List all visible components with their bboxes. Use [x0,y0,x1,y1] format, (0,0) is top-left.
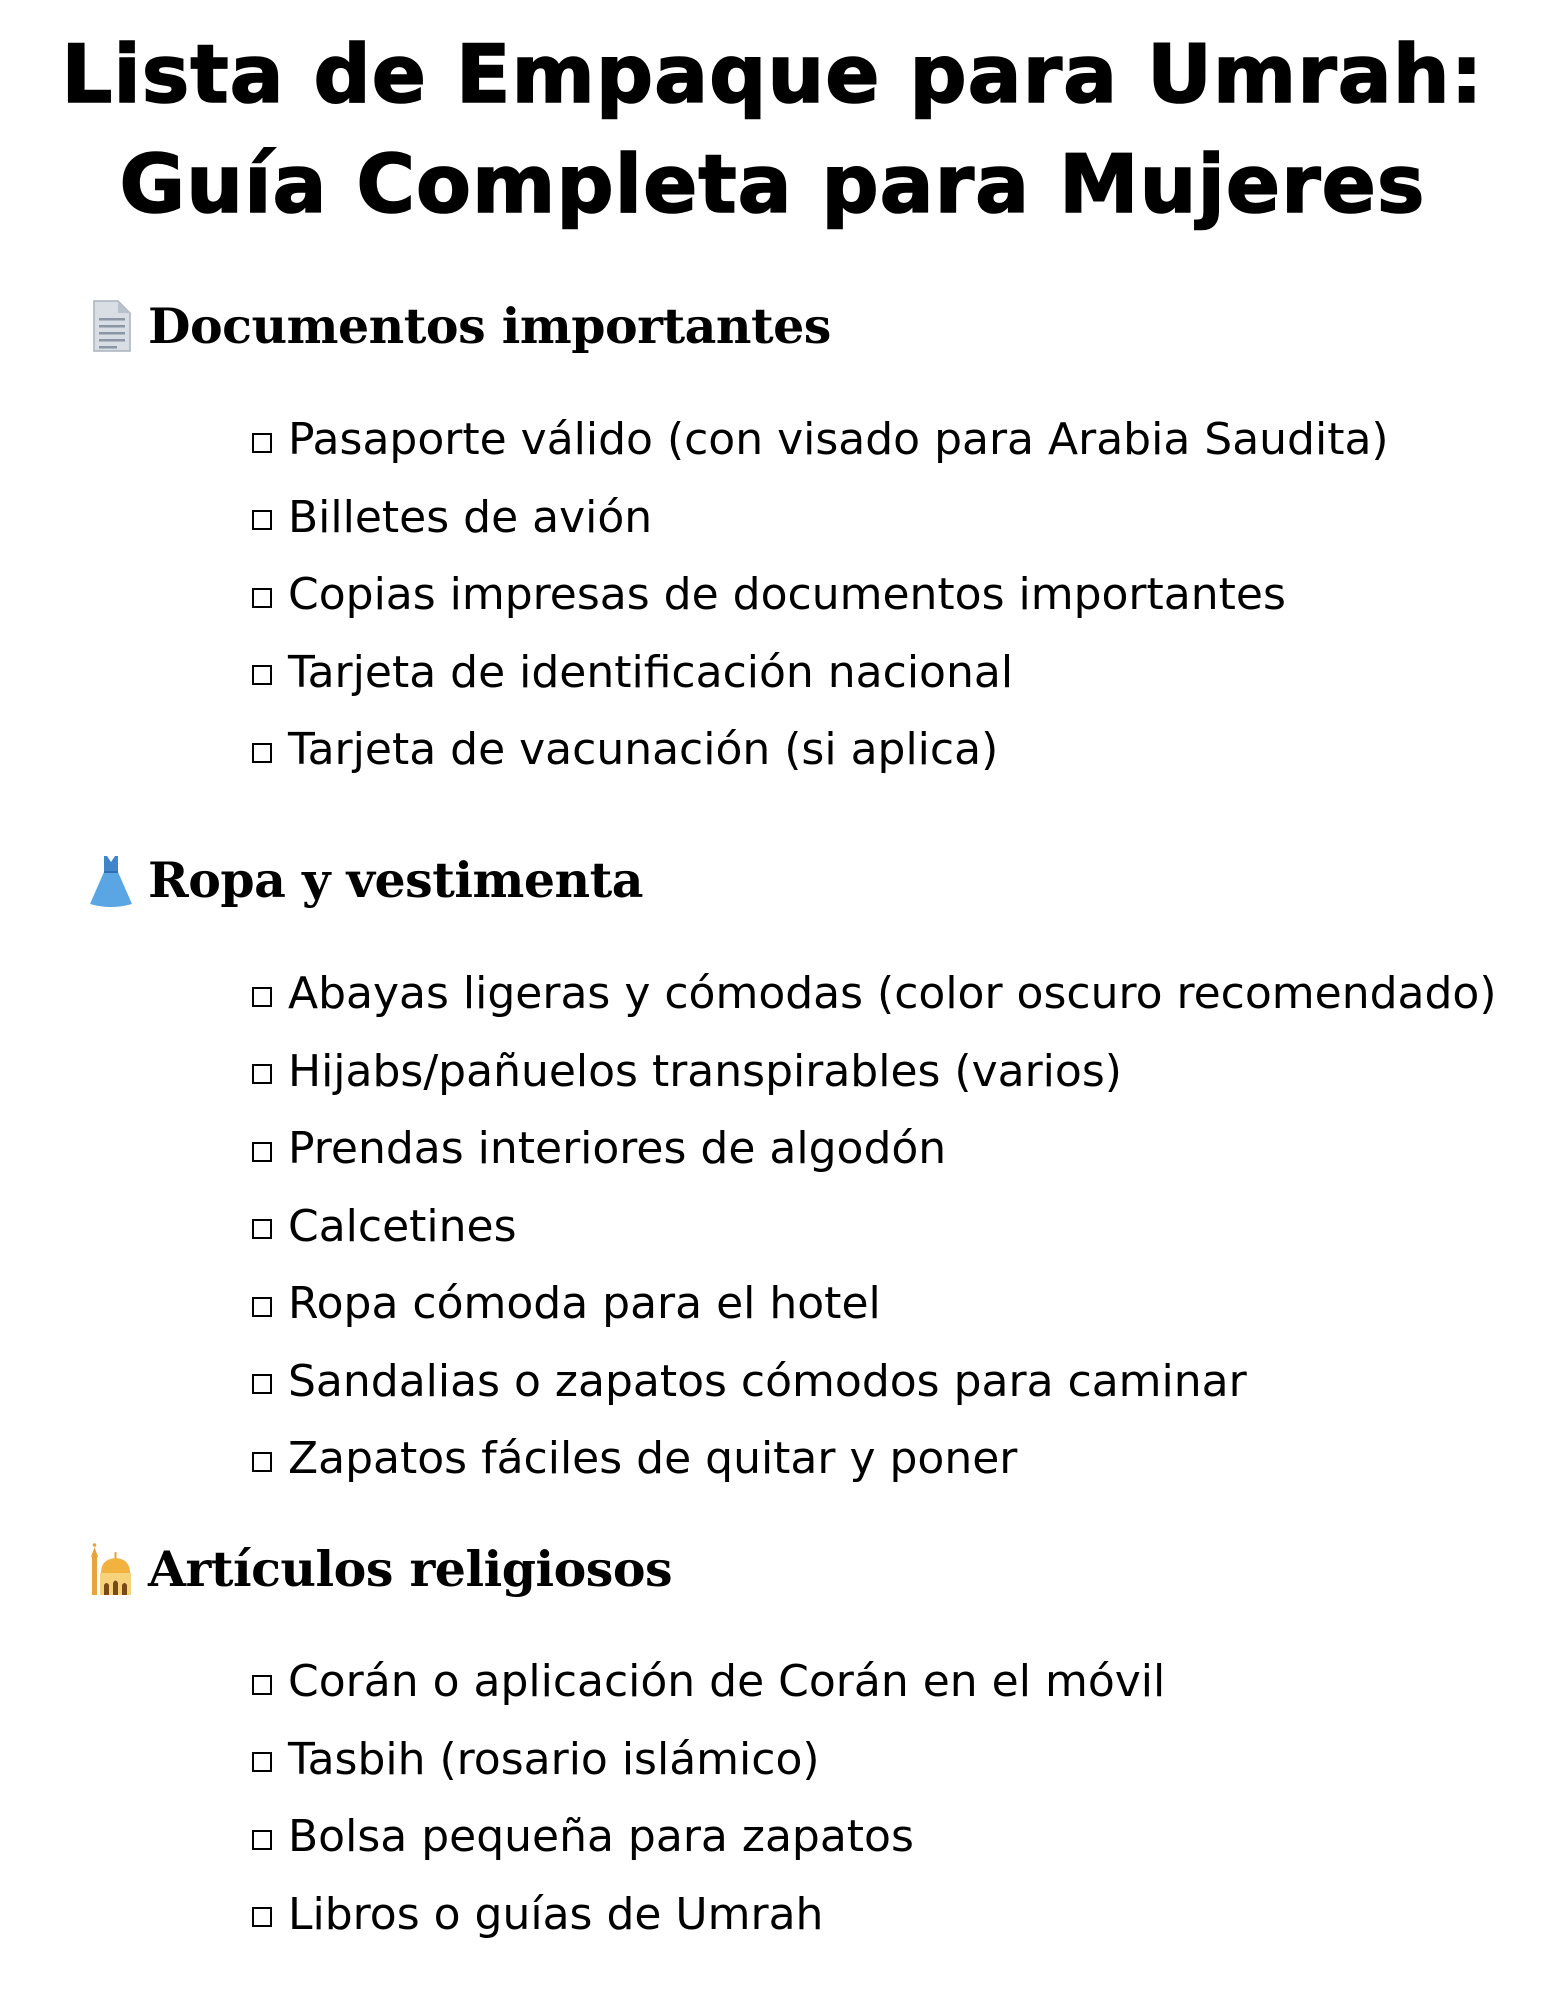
checkbox[interactable] [252,665,272,685]
list-item-label: Calcetines [288,1200,517,1252]
checkbox[interactable] [252,743,272,763]
list-item-label: Abayas ligeras y cómodas (color oscuro recomendado) [288,968,1497,1020]
list-item-label: Pasaporte válido (con visado para Arabia Saudita) [288,414,1389,466]
section-heading-label: Artículos religiosos [148,1540,673,1598]
list-item [252,634,1389,712]
list-item [252,479,1389,557]
page-title [0,20,1545,240]
list-item-label: Libros o guías de Umrah [288,1888,824,1940]
checkbox[interactable] [252,588,272,608]
list-item-label: Bolsa pequeña para zapatos [288,1811,914,1863]
list-item [252,1265,1497,1343]
checklist-documentos [252,401,1389,789]
list-item-label: Sandalias o zapatos cómodos para caminar [288,1355,1247,1407]
list-item [252,711,1389,789]
checkbox[interactable] [252,1907,272,1927]
dress-icon [88,852,134,908]
checkbox[interactable] [252,1064,272,1084]
list-item [252,1343,1497,1421]
checkbox[interactable] [252,1452,272,1472]
checkbox[interactable] [252,1219,272,1239]
list-item [252,1798,1165,1876]
list-item [252,1110,1497,1188]
list-item [252,1033,1497,1111]
list-item-label: Copias impresas de documentos importantes [288,569,1286,621]
list-item-label: Hijabs/pañuelos transpirables (varios) [288,1045,1122,1097]
section-heading-articulos [88,1534,672,1604]
list-item-label: Corán o aplicación de Corán en el móvil [288,1656,1166,1708]
checkbox[interactable] [252,510,272,530]
checkbox[interactable] [252,987,272,1007]
page-title-line-1: Lista de Empaque para Umrah: [61,28,1484,121]
document-icon [88,298,134,354]
section-heading-label: Documentos importantes [148,297,831,355]
list-item [252,1643,1165,1721]
list-item-label: Tarjeta de identificación nacional [288,646,1014,698]
checkbox[interactable] [252,1830,272,1850]
checkbox[interactable] [252,1297,272,1317]
checkbox[interactable] [252,1675,272,1695]
list-item [252,1876,1165,1954]
list-item [252,955,1497,1033]
checkbox[interactable] [252,1374,272,1394]
list-item-label: Tarjeta de vacunación (si aplica) [288,724,999,776]
list-item-label: Tasbih (rosario islámico) [288,1733,820,1785]
checkbox[interactable] [252,433,272,453]
page-title-line-2: Guía Completa para Mujeres [119,138,1426,231]
list-item-label: Prendas interiores de algodón [288,1123,947,1175]
list-item [252,1188,1497,1266]
checkbox[interactable] [252,1752,272,1772]
list-item [252,556,1389,634]
mosque-icon [88,1541,134,1597]
section-heading-label: Ropa y vestimenta [148,851,644,909]
section-heading-documentos [88,291,831,361]
list-item [252,1420,1497,1498]
list-item-label: Billetes de avión [288,491,653,543]
list-item-label: Ropa cómoda para el hotel [288,1278,881,1330]
checklist-ropa [252,955,1497,1498]
checklist-articulos [252,1643,1165,1953]
list-item [252,1721,1165,1799]
list-item-label: Zapatos fáciles de quitar y poner [288,1433,1018,1485]
checkbox[interactable] [252,1142,272,1162]
section-heading-ropa [88,845,643,915]
list-item [252,401,1389,479]
